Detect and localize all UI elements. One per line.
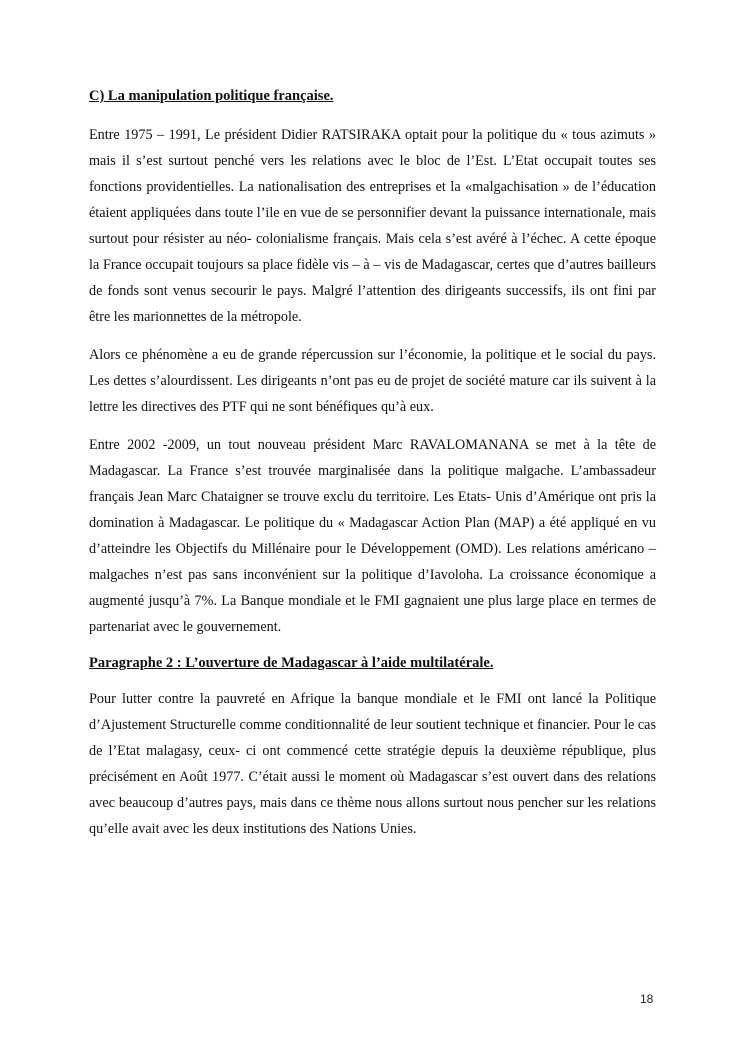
- paragraphe-2-heading: Paragraphe 2 : L’ouverture de Madagascar à l’aide multilatérale.: [89, 655, 494, 671]
- page-number: 18: [640, 992, 654, 1006]
- paragraph-ratsiraka-era: Entre 1975 – 1991, Le président Didier RATSIRAKA optait pour la politique du « tous azimuts » mais il s’est surtout penché vers les relations avec le bloc de l’Est. L’Etat occupait toutes ses fonctions providentielles. La nationalisation des entreprises et la «malgachisation » de l’éducation étaient appliquées dans toute l’ile en vue de se personnifier devant la puissance internationale, mais surtout pour résister au néo- colonialisme français. Mais cela s’est avéré à l’échec. A cette époque la France occupait toujours sa place fidèle vis – à – vis de Madagascar, certes que d’autres bailleurs de fonds sont venus secourir le pays. Malgré l’attention des dirigeants successifs, ils ont fini par être les marionnettes de la métropole.: [89, 127, 656, 325]
- paragraph-structural-adjustment: Pour lutter contre la pauvreté en Afrique la banque mondiale et le FMI ont lancé la Politique d’Ajustement Structurelle comme conditionnalité de leur soutient technique et financier. Pour le cas de l’Etat malagasy, ceux- ci ont commencé cette stratégie depuis la deuxième république, plus précisément en Août 1977. C’était aussi le moment où Madagascar s’est ouvert dans des relations avec beaucoup d’autres pays, mais dans ce thème nous allons surtout nous pencher sur les relations qu’elle avait avec les deux institutions des Nations Unies.: [89, 691, 656, 837]
- paragraph-economic-repercussions: Alors ce phénomène a eu de grande répercussion sur l’économie, la politique et le social du pays. Les dettes s’alourdissent. Les dirigeants n’ont pas eu de projet de société mature car ils suivent à la lettre les directives des PTF qui ne sont bénéfiques qu’à eux.: [89, 347, 656, 415]
- section-heading-c: C) La manipulation politique française.: [89, 88, 334, 104]
- paragraph-ravalomanana-era: Entre 2002 -2009, un tout nouveau président Marc RAVALOMANANA se met à la tête de Madagascar. La France s’est trouvée marginalisée dans la politique malgache. L’ambassadeur français Jean Marc Chataigner se trouve exclu du territoire. Les Etats- Unis d’Amérique ont pris la domination à Madagascar. Le politique du « Madagascar Action Plan (MAP) a été appliqué en vu d’atteindre les Objectifs du Millénaire pour le Développement (OMD). Les relations américano – malgaches n’est pas sans inconvénient sur la politique d’Iavoloha. La croissance économique a augmenté jusqu’à 7%. La Banque mondiale et le FMI gagnaient une plus large place en termes de partenariat avec le gouvernement.: [89, 437, 656, 635]
